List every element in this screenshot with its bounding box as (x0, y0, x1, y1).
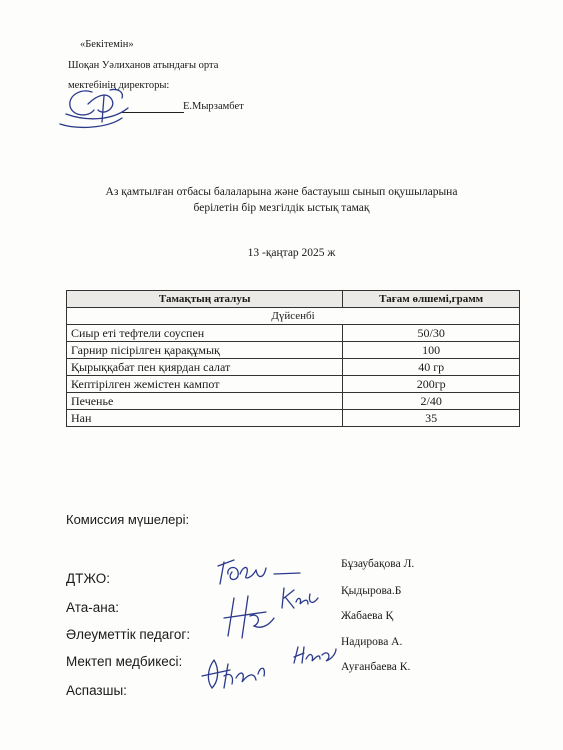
signature-2-image (278, 584, 328, 619)
document-title (0, 185, 563, 216)
dish-name: Сиыр еті тефтели соуспен (67, 325, 343, 342)
column-header-amount: Тағам өлшемі,грамм (343, 291, 520, 308)
table-row (67, 393, 520, 410)
table-row (67, 359, 520, 376)
member-name: Ауғанбаева К. (341, 661, 411, 673)
role-school-nurse: Мектеп медбикесі: (66, 654, 183, 669)
document-title-line2: берілетін бір мезгілдік ыстық тамақ (193, 201, 370, 214)
approval-school-line: Шоқан Уәлиханов атындағы орта (68, 60, 219, 71)
dish-amount: 35 (343, 410, 520, 427)
member-name: Надирова А. (341, 636, 403, 648)
member-name: Жабаева Қ (341, 610, 394, 622)
signature-3-image (222, 592, 282, 647)
table-row (67, 342, 520, 359)
dish-name: Печенье (67, 393, 343, 410)
signature-5-image (200, 654, 280, 699)
approval-signer: Е.Мырзамбет (183, 101, 244, 112)
member-name: Қыдырова.Б (341, 585, 402, 597)
commission-heading: Комиссия мүшелері: (66, 512, 190, 527)
approval-heading: «Бекітемін» (80, 39, 134, 50)
dish-amount: 40 гр (343, 359, 520, 376)
dish-name: Қырыққабат пен қиярдан салат (67, 359, 343, 376)
table-row (67, 325, 520, 342)
table-row (67, 376, 520, 393)
menu-table (66, 290, 520, 427)
day-label: Дүйсенбі (67, 308, 520, 325)
signature-4-image (290, 645, 340, 674)
role-cook: Аспазшы: (66, 683, 127, 698)
dish-name: Гарнир пісірілген қарақұмық (67, 342, 343, 359)
dish-name: Нан (67, 410, 343, 427)
column-header-dish: Тамақтың аталуы (67, 291, 343, 308)
document-date: 13 -қаңтар 2025 ж (247, 247, 336, 259)
role-parent: Ата-ана: (66, 600, 119, 615)
day-row (67, 308, 520, 325)
dish-amount: 200гр (343, 376, 520, 393)
member-name: Бұзаубақова Л. (341, 558, 415, 570)
director-signature-image (58, 82, 138, 139)
approval-director-line: мектебінің директоры: (68, 80, 170, 91)
role-social-pedagogue: Әлеуметтік педагог: (66, 627, 191, 642)
table-row (67, 410, 520, 427)
dish-amount: 2/40 (343, 393, 520, 410)
dish-name: Кептірілген жемістен кампот (67, 376, 343, 393)
dish-amount: 50/30 (343, 325, 520, 342)
dish-amount: 100 (343, 342, 520, 359)
document-title-line1: Аз қамтылған отбасы балаларына және бастауыш сынып оқушыларына (105, 186, 458, 198)
menu-table-header-row (67, 291, 520, 308)
role-dtzho: ДТЖО: (66, 571, 110, 586)
